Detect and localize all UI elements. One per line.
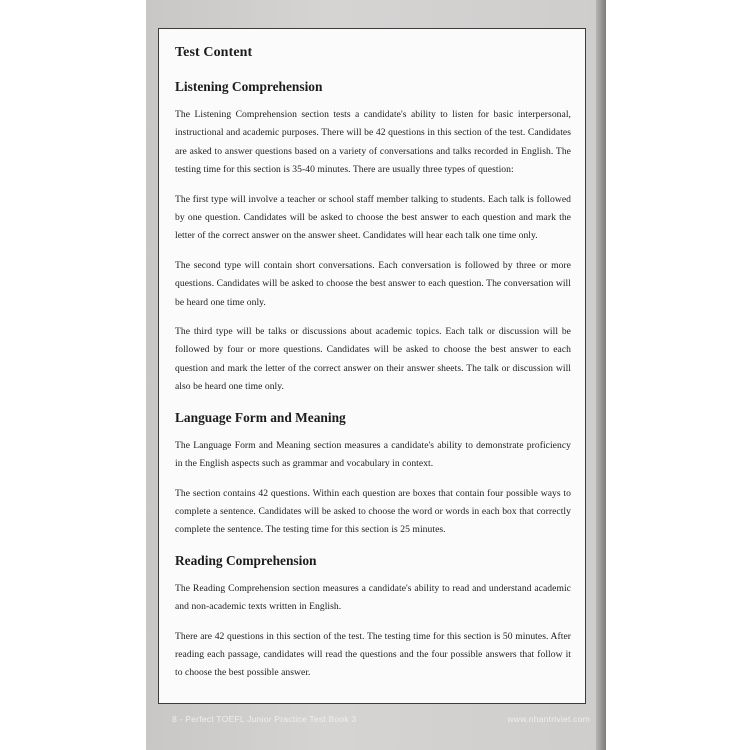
page-footer [172,714,590,724]
paragraph: The first type will involve a teacher or school staff member talking to students. Each talk is followed by one question. Candidates will be asked to choose the best answer to each question and mark the letter of the correct answer on the answer sheet. Candidates will hear each talk one time only. [175,193,571,242]
paragraph: The Listening Comprehension section tests a candidate's ability to listen for basic interpersonal, instructional and academic purposes. There will be 42 questions in this section of the test. Candidates are asked to answer questions based on a variety of conversations and talks recorded in English. The testing time for this section is 35-40 minutes. There are usually three types of question: [175,109,571,176]
section-heading: Listening Comprehension [175,79,323,94]
section-language-form [175,410,571,540]
paragraph: The section contains 42 questions. Within each question are boxes that contain four possible ways to complete a sentence. Candidates will be asked to choose the word or words in each box that correctly complete the sentence. The testing time for this section is 25 minutes. [175,487,571,536]
paragraph: The Reading Comprehension section measures a candidate's ability to read and understand academic and non-academic texts written in English. [175,582,571,613]
footer-website: www.nhantriviet.com [507,714,590,724]
paragraph: The third type will be talks or discussions about academic topics. Each talk or discussion will be followed by four or more questions. Candidates will be asked to choose the best answer to each question and mark the letter of the correct answer on their answer sheets. The talk or discussion will also be heard one time only. [175,326,571,393]
paragraph: The second type will contain short conversations. Each conversation is followed by three or more questions. Candidates will be asked to choose the best answer to each question. The conversation will be heard one time only. [175,259,571,308]
paragraph: The Language Form and Meaning section measures a candidate's ability to demonstrate proficiency in the English aspects such as grammar and vocabulary in context. [175,439,571,470]
footer-book-title: 8 - Perfect TOEFL Junior Practice Test Book 3 [172,714,357,724]
section-heading: Reading Comprehension [175,552,317,568]
paragraph: There are 42 questions in this section of the test. The testing time for this section is 50 minutes. After reading each passage, candidates will read the questions and the four possible answers that follow it to choose the best possible answer. [175,630,571,679]
page-title: Test Content [175,45,253,60]
content-box [158,28,586,704]
section-reading [175,553,571,683]
section-heading: Language Form and Meaning [175,409,346,425]
section-listening [175,79,571,397]
page-edge-shadow [596,0,606,750]
